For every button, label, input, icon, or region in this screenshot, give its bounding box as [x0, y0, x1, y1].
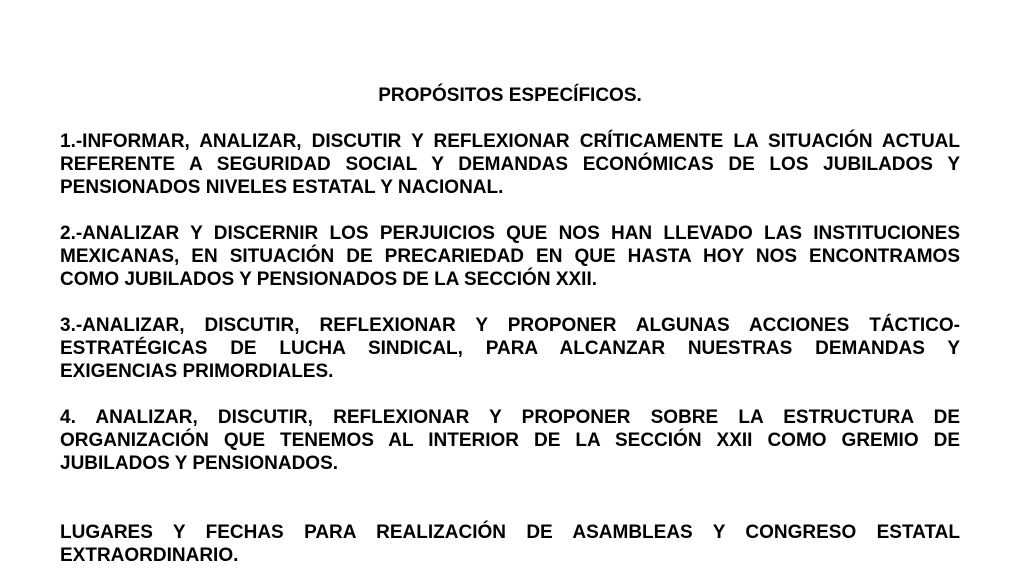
purpose-paragraph-1	[60, 130, 960, 199]
purpose-paragraph-2	[60, 222, 960, 291]
document-title: PROPÓSITOS ESPECÍFICOS.	[378, 85, 642, 106]
paragraph-line: COMO JUBILADOS Y PENSIONADOS DE LA SECCIÓN XXII.	[60, 269, 598, 290]
paragraph-line: LUGARES Y FECHAS PARA REALIZACIÓN DE ASAMBLEAS Y CONGRESO ESTATAL	[60, 522, 960, 543]
paragraph-line: PENSIONADOS NIVELES ESTATAL Y NACIONAL.	[60, 177, 504, 198]
paragraph-line: REFERENTE A SEGURIDAD SOCIAL Y DEMANDAS ECONÓMICAS DE LOS JUBILADOS Y	[60, 154, 960, 175]
paragraph-line: MEXICANAS, EN SITUACIÓN DE PRECARIEDAD EN QUE HASTA HOY NOS ENCONTRAMOS	[60, 246, 960, 267]
purpose-paragraph-4	[60, 406, 960, 475]
purpose-paragraph-3	[60, 314, 960, 383]
places-dates-heading	[60, 521, 960, 567]
paragraph-line: EXIGENCIAS PRIMORDIALES.	[60, 361, 334, 382]
paragraph-line: 2.-ANALIZAR Y DISCERNIR LOS PERJUICIOS QUE NOS HAN LLEVADO LAS INSTITUCIONES	[60, 223, 960, 244]
paragraph-line: ORGANIZACIÓN QUE TENEMOS AL INTERIOR DE LA SECCIÓN XXII COMO GREMIO DE	[60, 430, 960, 451]
paragraph-line: 1.-INFORMAR, ANALIZAR, DISCUTIR Y REFLEXIONAR CRÍTICAMENTE LA SITUACIÓN ACTUAL	[60, 131, 960, 152]
paragraph-line: JUBILADOS Y PENSIONADOS.	[60, 453, 339, 474]
paragraph-line: 4. ANALIZAR, DISCUTIR, REFLEXIONAR Y PROPONER SOBRE LA ESTRUCTURA DE	[60, 407, 960, 428]
paragraph-line: ESTRATÉGICAS DE LUCHA SINDICAL, PARA ALCANZAR NUESTRAS DEMANDAS Y	[60, 338, 960, 359]
paragraph-line: 3.-ANALIZAR, DISCUTIR, REFLEXIONAR Y PROPONER ALGUNAS ACCIONES TÁCTICO-	[60, 315, 960, 336]
paragraph-line: EXTRAORDINARIO.	[60, 545, 239, 566]
